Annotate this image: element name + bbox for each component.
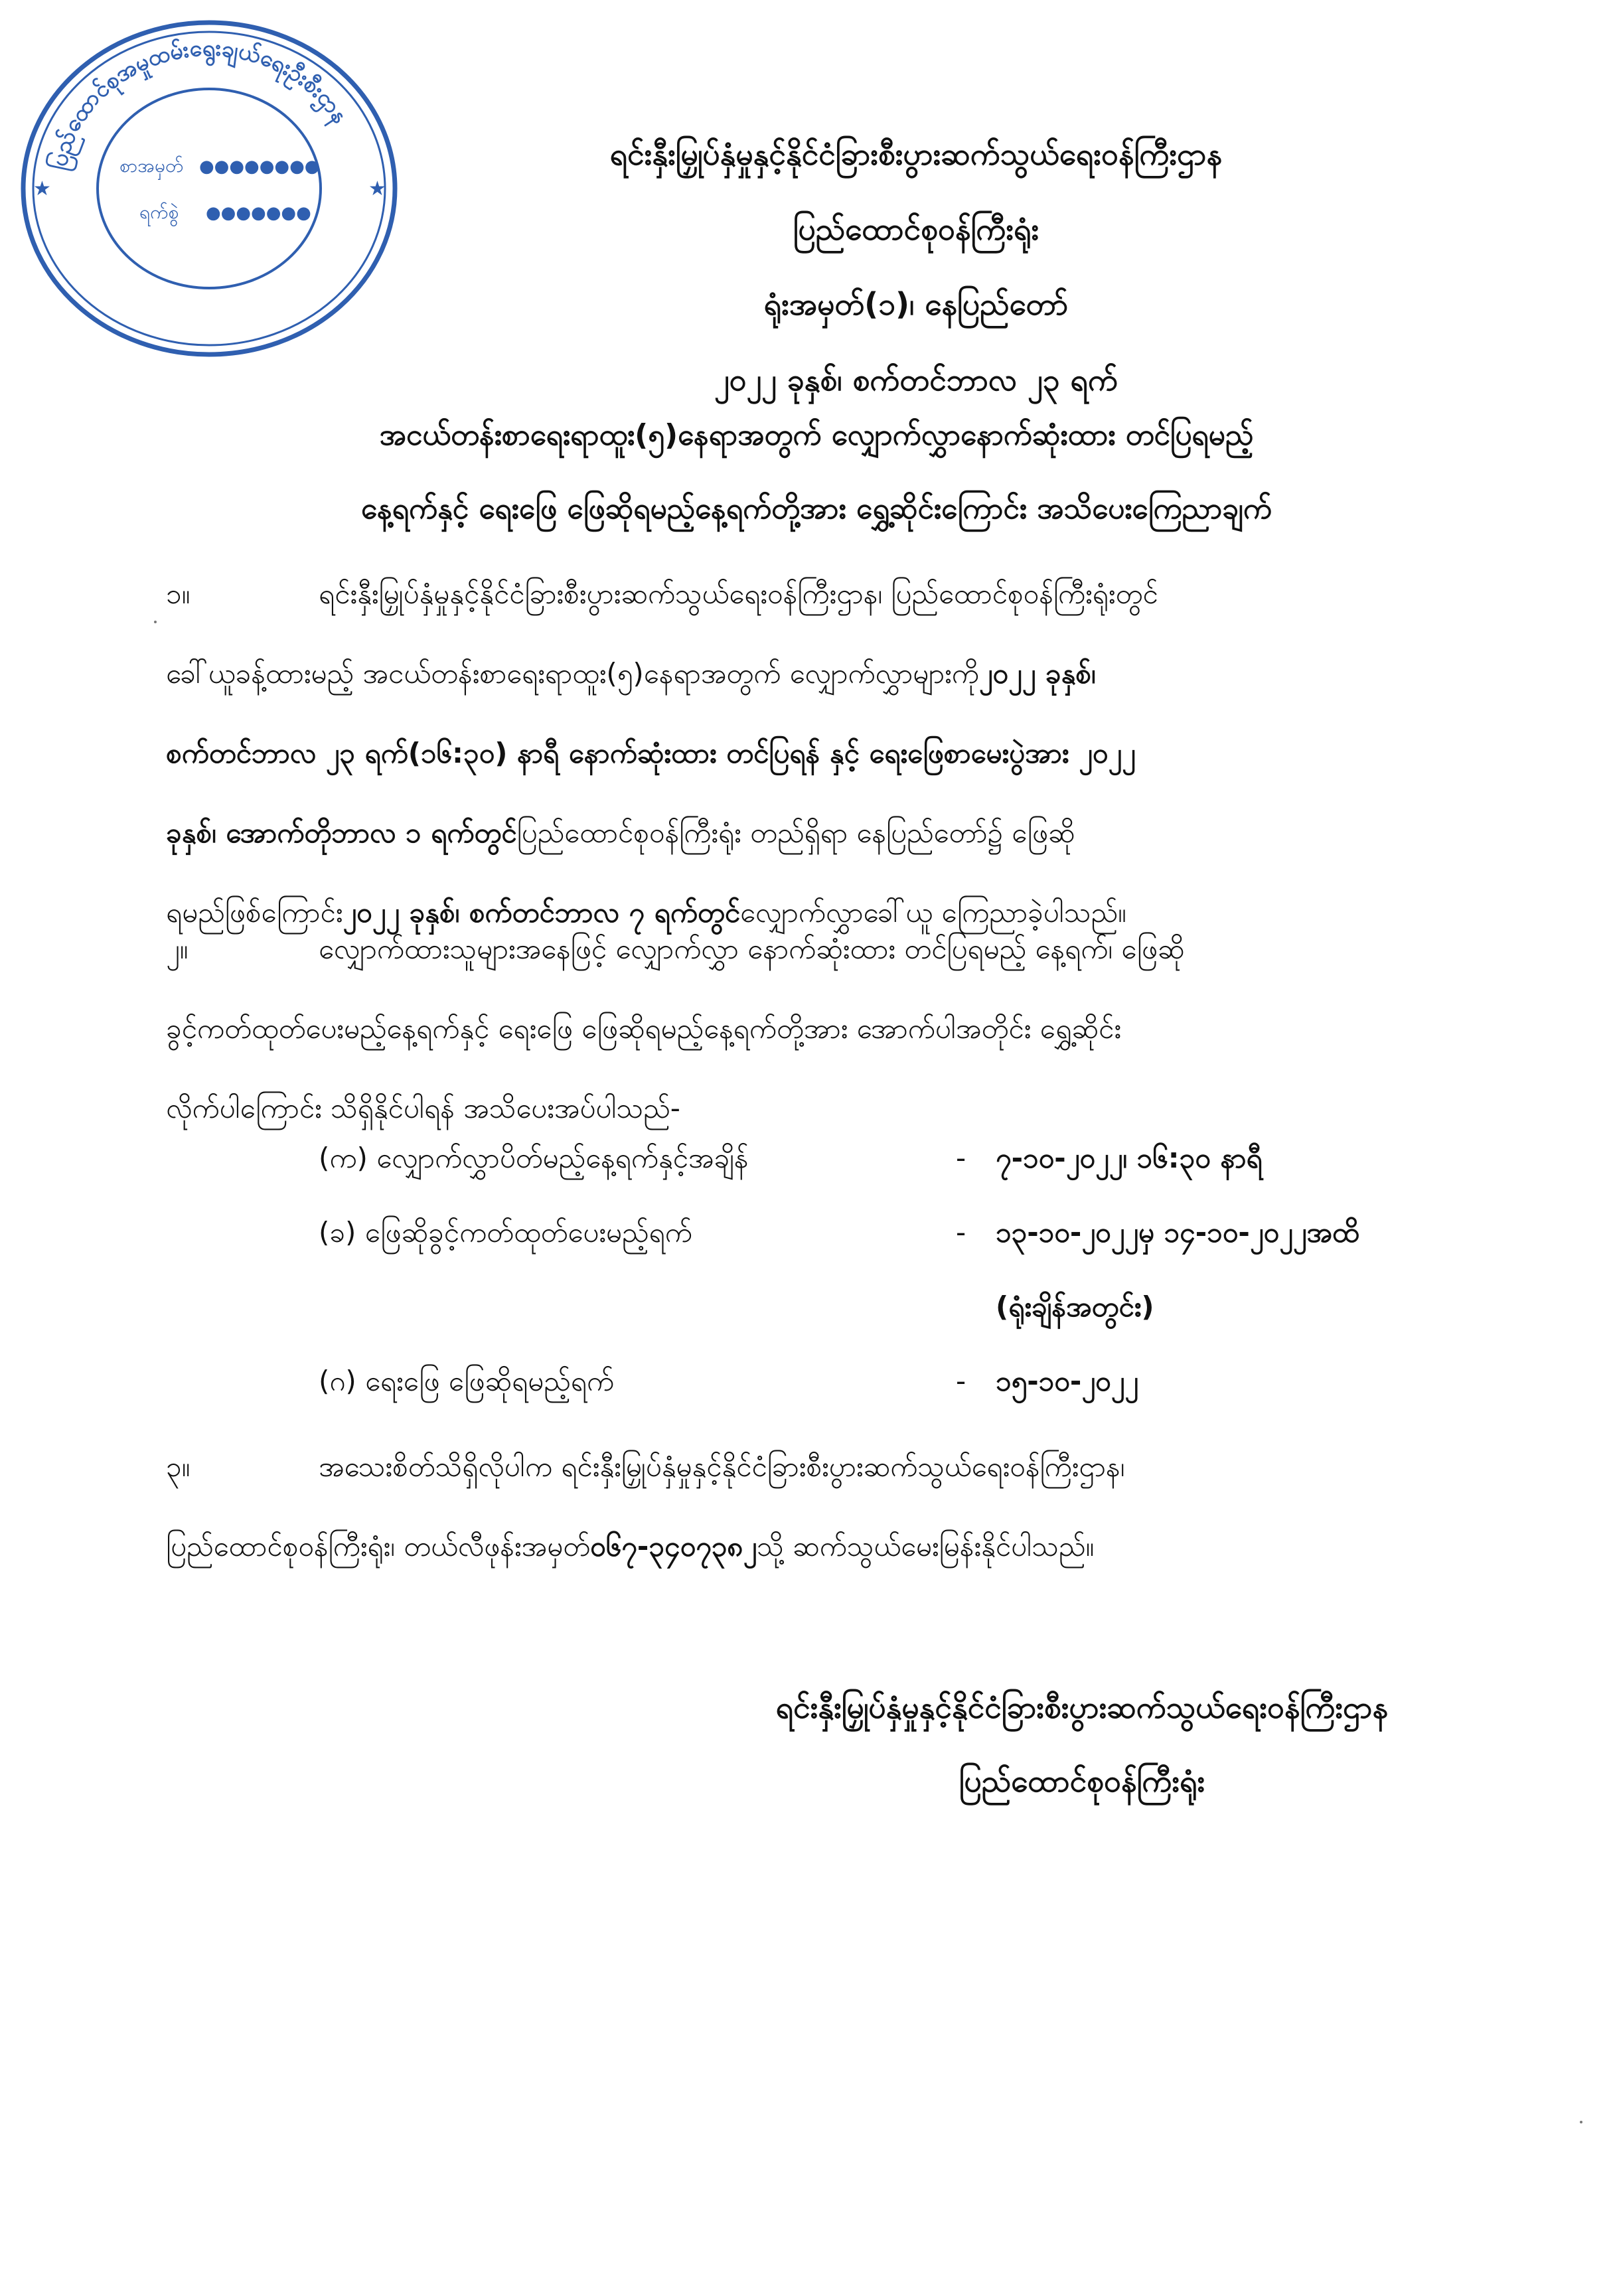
item-label: (ဂ) ရေးဖြေ ဖြေဆိုရမည့်ရက် xyxy=(319,1365,614,1397)
ministry-name: ရင်းနှီးမြှုပ်နှံမှုနှင့်နိုင်ငံခြားစီးပွားဆက်သွယ်ရေးဝန်ကြီးဌာန xyxy=(609,136,1223,172)
paragraph-number: ၂။ xyxy=(166,933,189,965)
item-dash: - xyxy=(956,1365,966,1397)
paragraph-text: လျှောက်လွှာခေါ်ယူ ကြေညာခဲ့ပါသည်။ xyxy=(740,896,1126,929)
paragraph-text: ရင်းနှီးမြှုပ်နှံမှုနှင့်နိုင်ငံခြားစီးပွားဆက်သွယ်ရေးဝန်ကြီးဌာန၊ ပြည်ထောင်စုဝန်ကြီးရုံးတွင် xyxy=(319,577,1158,610)
list-item xyxy=(319,1142,1513,1216)
paragraph-text: လိုက်ပါကြောင်း သိရှိနိုင်ပါရန် အသိပေးအပ်ပါသည်- xyxy=(166,1092,680,1124)
list-item xyxy=(319,1216,1513,1290)
svg-text:★: ★ xyxy=(368,177,386,200)
paragraph-1 xyxy=(166,577,1520,976)
paragraph-text: ပြည်ထောင်စုဝန်ကြီးရုံး တည်ရှိရာ နေပြည်တော်၌ ဖြေဆို xyxy=(516,816,1075,849)
signature-office: ပြည်ထောင်စုဝန်ကြီးရုံး xyxy=(959,1763,1205,1799)
scan-speck xyxy=(154,621,157,623)
paragraph-2 xyxy=(166,933,1520,1172)
seal-ring-text: ပြည်ထောင်စုအမှုထမ်းရွေးချယ်ရေးဦးစီးဌာန xyxy=(45,35,354,173)
item-note: (ရုံးချိန်အတွင်း) xyxy=(996,1290,1154,1323)
paragraph-text: အသေးစိတ်သိရှိလိုပါက ရင်းနှီးမြှုပ်နှံမှုနှင့်နိုင်ငံခြားစီးပွားဆက်သွယ်ရေးဝန်ကြီးဌာန၊ xyxy=(319,1450,1125,1483)
paragraph-text: ပြည်ထောင်စုဝန်ကြီးရုံး၊ တယ်လီဖုန်းအမှတ် xyxy=(166,1530,591,1563)
subject-line-1: အငယ်တန်းစာရေးရာထူး(၅)နေရာအတွက် လျှောက်လွှာနောက်ဆုံးထား တင်ပြရမည့် xyxy=(379,418,1254,452)
paragraph-text: သို့ ဆက်သွယ်မေးမြန်းနိုင်ပါသည်။ xyxy=(757,1530,1095,1563)
subject-line-2: နေ့ရက်နှင့် ရေးဖြေ ဖြေဆိုရမည့်နေ့ရက်တို့အား ရွှေ့ဆိုင်းကြောင်း အသိပေးကြေညာချက် xyxy=(361,491,1272,526)
paragraph-text-bold: ခုနှစ်၊ အောက်တိုဘာလ ၁ ရက်တွင် xyxy=(166,816,517,849)
scan-speck xyxy=(1580,2121,1582,2123)
seal-inner-line-2: ရက်စွဲ xyxy=(139,201,179,223)
item-label: (ခ) ဖြေဆိုခွင့်ကတ်ထုတ်ပေးမည့်ရက် xyxy=(319,1216,692,1249)
svg-text:●●●●●●●●: ●●●●●●●● xyxy=(199,157,320,177)
item-label: (က) လျှောက်လွှာပိတ်မည့်နေ့ရက်နှင့်အချိန် xyxy=(319,1142,749,1174)
notice-subject xyxy=(133,418,1500,566)
item-dash: - xyxy=(956,1216,966,1249)
svg-text:★: ★ xyxy=(33,177,51,200)
paragraph-text: ခေါ်ယူခန့်ထားမည့် အငယ်တန်းစာရေးရာထူး(၅)နေရာအတွက် လျှောက်လွှာများကို xyxy=(166,657,979,690)
office-name: ပြည်ထောင်စုဝန်ကြီးရုံး xyxy=(793,211,1039,248)
seal-inner-line-1: စာအမှတ် xyxy=(119,155,184,177)
signature-block xyxy=(651,1689,1513,1799)
paragraph-text: လျှောက်ထားသူများအနေဖြင့် လျှောက်လွှာ နောက်ဆုံးထား တင်ပြရမည့် နေ့ရက်၊ ဖြေဆို xyxy=(319,933,1185,965)
paragraph-text-bold: ၂၀၂၂ ခုနှစ်၊ စက်တင်ဘာလ ၇ ရက်တွင် xyxy=(343,896,741,929)
paragraph-text-bold: စက်တင်ဘာလ ၂၃ ရက်(၁၆:၃၀) နာရီ နောက်ဆုံးထား တင်ပြရန် နှင့် ရေးဖြေစာမေးပွဲအား ၂၀၂၂ xyxy=(166,737,1136,769)
letterhead xyxy=(312,136,1520,398)
list-item xyxy=(319,1365,1513,1439)
schedule-list xyxy=(319,1142,1513,1439)
document-date: ၂၀၂၂ ခုနှစ်၊ စက်တင်ဘာလ ၂၃ ရက် xyxy=(714,361,1118,398)
phone-number: ၀၆၇-၃၄၀၇၃၈၂ xyxy=(590,1530,757,1563)
paragraph-text: ခွင့်ကတ်ထုတ်ပေးမည့်နေ့ရက်နှင့် ရေးဖြေ ဖြေဆိုရမည့်နေ့ရက်တို့အား အောက်ပါအတိုင်း ရွှေ့ဆိုင်း xyxy=(166,1012,1121,1045)
item-value: ၇-၁၀-၂၀၂၂၊ ၁၆:၃၀ နာရီ xyxy=(996,1142,1263,1174)
item-dash: - xyxy=(956,1142,966,1174)
paragraph-3 xyxy=(166,1450,1520,1610)
signature-ministry: ရင်းနှီးမြှုပ်နှံမှုနှင့်နိုင်ငံခြားစီးပွားဆက်သွယ်ရေးဝန်ကြီးဌာန xyxy=(775,1689,1389,1725)
paragraph-number: ၃။ xyxy=(166,1450,191,1483)
item-value: ၁၅-၁၀-၂၀၂၂ xyxy=(996,1365,1138,1397)
svg-text:●●●●●●●: ●●●●●●● xyxy=(206,203,311,223)
item-value: ၁၃-၁၀-၂၀၂၂မှ ၁၄-၁၀-၂၀၂၂အထိ xyxy=(996,1216,1359,1249)
office-address: ရုံးအမှတ်(၁)၊ နေပြည်တော် xyxy=(763,286,1069,323)
paragraph-text-bold: ၂၀၂၂ ခုနှစ်၊ xyxy=(978,657,1096,690)
svg-text:ပြည်ထောင်စုအမှုထမ်းရွေးချယ်ရေး xyxy=(44,35,353,173)
paragraph-text: ရမည်ဖြစ်ကြောင်း xyxy=(166,896,343,929)
paragraph-number: ၁။ xyxy=(166,577,191,610)
